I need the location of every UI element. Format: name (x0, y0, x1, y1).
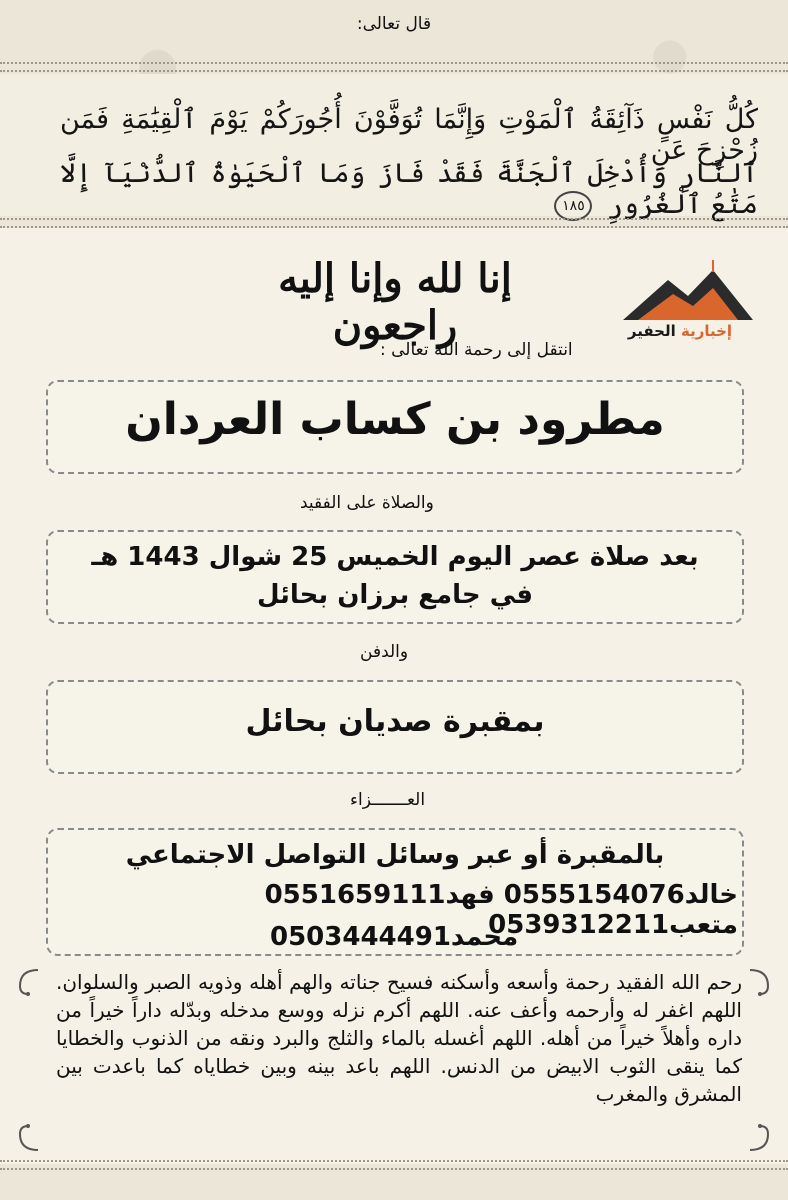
verse-number-marker: ١٨٥ (554, 191, 592, 221)
footer-ornament-divider (0, 1160, 788, 1170)
condolences-label: العـــــــزاء (350, 790, 426, 810)
quran-verse-panel (0, 74, 788, 220)
deceased-name-box (46, 380, 744, 474)
ornament-left-bottom-icon (12, 1104, 42, 1154)
verse-line-2-text: ٱلنَّارِ وَأُدْخِلَ ٱلْجَنَّةَ فَقَدْ فَازَ وَمَا ٱلْحَيَوٰةُ ٱلدُّنْيَآ إِلَّا مَتَٰعُ ٱلْغُرُورِ (60, 158, 758, 220)
condolence-phone-numbers: خالد0555154076 فهد0551659111 متعب0539312211 (264, 880, 738, 940)
ornament-right-top-icon (746, 966, 776, 1016)
istirja-calligraphy: إنا لله وإنا إليه راجعون (278, 255, 512, 349)
deceased-name: مطرود بن كساب العردان (125, 394, 665, 445)
prayer-location: في جامع برزان بحائل (256, 580, 534, 610)
verse-line-1: كُلُّ نَفْسٍ ذَآئِقَةُ ٱلْمَوْتِ وَإِنَّمَا تُوَفَّوْنَ أُجُورَكُمْ يَوْمَ ٱلْقِيَٰمَةِ فَمَن زُحْزِحَ عَنِ (60, 104, 758, 166)
announcement-text: انتقل إلى رحمة الله تعالى : (380, 340, 573, 360)
ornament-right-bottom-icon (746, 1104, 776, 1154)
logo-accent-word: إخبارية (681, 322, 733, 340)
verse-intro: قال تعالى: (356, 14, 432, 34)
prayer-details-box (46, 530, 744, 624)
logo-wordmark (620, 322, 740, 340)
prayer-time: بعد صلاة عصر اليوم الخميس 25 شوال 1443 هـ (91, 542, 699, 572)
burial-box (46, 680, 744, 774)
bottom-ornament-divider (0, 218, 788, 228)
burial-label: والدفن (360, 642, 409, 662)
burial-place: بمقبرة صديان بحائل (245, 704, 545, 739)
top-ornament-divider (0, 62, 788, 72)
condolences-channels: بالمقبرة أو عبر وسائل التواصل الاجتماعي (125, 840, 665, 870)
logo-main-word: الحفير (627, 322, 676, 340)
condolence-phone-numbers-2: محمد0503444491 (270, 922, 519, 952)
verse-line-2 (60, 158, 758, 221)
prayer-label: والصلاة على الفقيد (300, 493, 434, 513)
dua-text: رحم الله الفقيد رحمة وأسعه وأسكنه فسيح جناته والهم أهله وذويه الصبر والسلوان. اللهم اغفر له وأرحمه وأعف عنه. اللهم أكرم نزله ووسع مدخله وبدّله داراً خيراً من داره وأهلاً خيراً من أهله. اللهم أغسله بالماء والثلج والبرد ونقه من الذنوب والخطايا كما ينقى الثوب الابيض من الدنس. اللهم باعد بينه وبين خطاياه كما باعدت بين المشرق والمغرب (56, 970, 742, 1106)
ornament-left-top-icon (12, 966, 42, 1016)
